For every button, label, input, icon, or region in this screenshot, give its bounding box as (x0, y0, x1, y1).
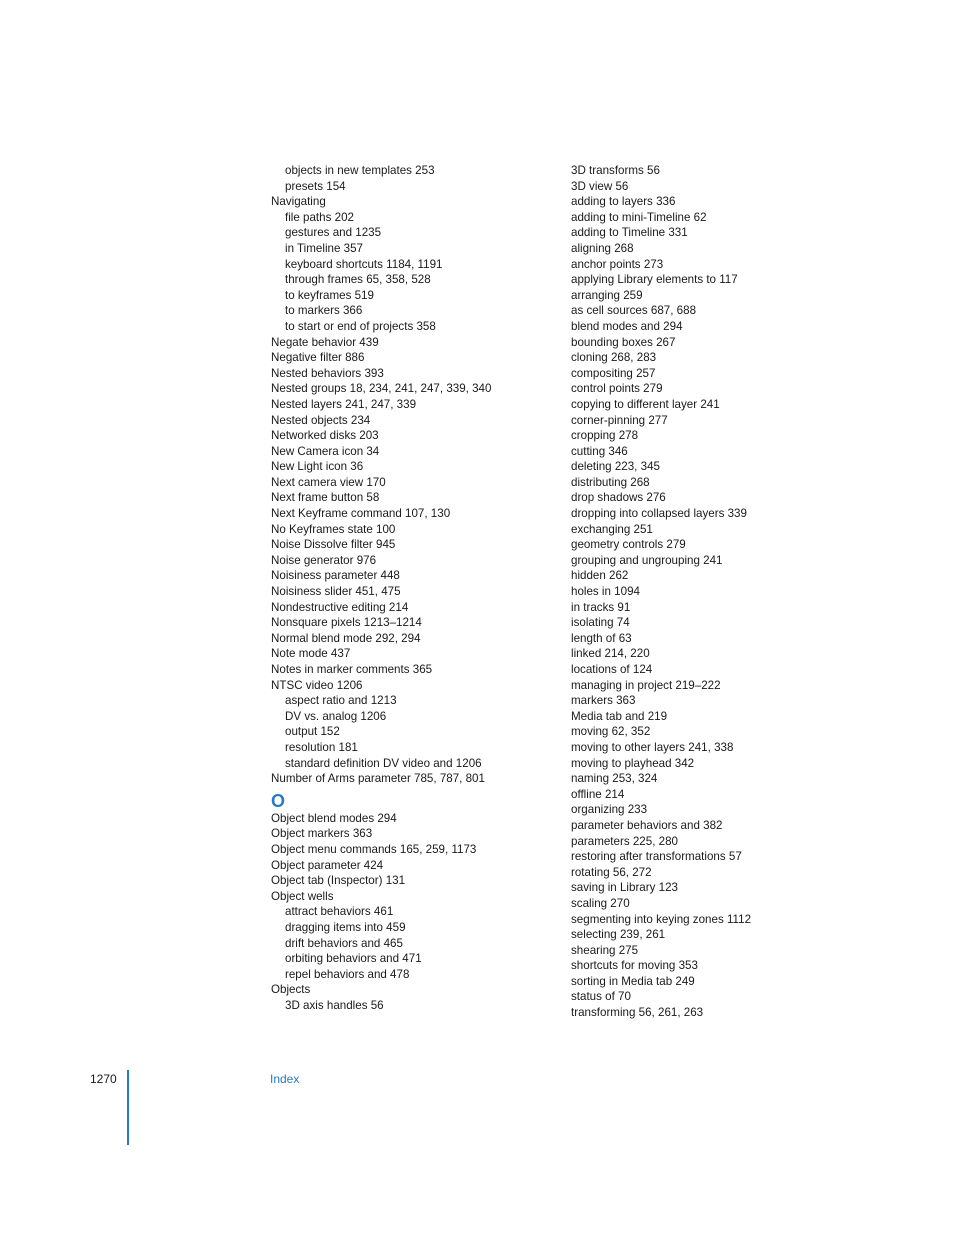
index-entry: isolating 74 (571, 616, 630, 630)
index-subentry: dragging items into 459 (285, 920, 406, 934)
index-entry: exchanging 251 (571, 522, 653, 536)
index-entry: aligning 268 (571, 241, 634, 255)
index-entry: bounding boxes 267 (571, 335, 676, 349)
index-entry: transforming 56, 261, 263 (571, 1006, 704, 1020)
index-entry: Note mode 437 (271, 647, 351, 661)
index-entry: Objects (271, 983, 311, 997)
index-entry: Nondestructive editing 214 (271, 600, 409, 614)
index-entry: locations of 124 (571, 663, 653, 676)
index-subentry: keyboard shortcuts 1184, 1191 (285, 257, 443, 271)
index-subentry: in Timeline 357 (285, 241, 363, 255)
page-number: 1270 (90, 1072, 117, 1086)
index-entry: dropping into collapsed layers 339 (571, 507, 747, 521)
index-entry: status of 70 (571, 990, 631, 1004)
index-entry: linked 214, 220 (571, 647, 650, 661)
index-entry: managing in project 219–222 (571, 678, 721, 692)
index-entry: parameters 225, 280 (571, 834, 678, 848)
index-entry: Navigating (271, 195, 326, 209)
index-subentry: attract behaviors 461 (285, 905, 394, 919)
index-column-right (571, 163, 851, 1021)
index-entry: cutting 346 (571, 444, 628, 458)
footer-divider (127, 1070, 129, 1145)
index-entry: holes in 1094 (571, 585, 640, 599)
index-entry: saving in Library 123 (571, 881, 678, 895)
index-subentry: aspect ratio and 1213 (285, 694, 397, 708)
index-entry: Noise Dissolve filter 945 (271, 538, 396, 552)
index-entry: scaling 270 (571, 896, 630, 910)
index-entry: New Camera icon 34 (271, 444, 380, 458)
index-entry: NTSC video 1206 (271, 678, 363, 692)
index-entry: applying Library elements to 117 (571, 273, 738, 287)
index-entry: Negative filter 886 (271, 351, 365, 365)
index-entry: Next frame button 58 (271, 491, 380, 505)
index-entry: sorting in Media tab 249 (571, 974, 695, 988)
index-entry: grouping and ungrouping 241 (571, 553, 723, 567)
index-entry: in tracks 91 (571, 600, 631, 614)
index-entry: length of 63 (571, 631, 632, 645)
index-entry: Object tab (Inspector) 131 (271, 874, 406, 888)
index-subentry: repel behaviors and 478 (285, 967, 410, 981)
index-subentry: gestures and 1235 (285, 226, 382, 240)
index-entry: Normal blend mode 292, 294 (271, 631, 421, 645)
index-entry: Nested groups 18, 234, 241, 247, 339, 340 (271, 382, 492, 396)
index-letter-heading: O (271, 790, 286, 811)
index-entry: Nonsquare pixels 1213–1214 (271, 616, 422, 630)
index-entry: as cell sources 687, 688 (571, 304, 697, 318)
index-entry: moving to other layers 241, 338 (571, 740, 734, 754)
index-subentry: objects in new templates 253 (285, 164, 435, 177)
index-entry: moving 62, 352 (571, 725, 651, 739)
index-subentry: file paths 202 (285, 210, 354, 224)
index-entry: Next camera view 170 (271, 475, 386, 489)
index-entry: 3D transforms 56 (571, 164, 660, 177)
index-entry: geometry controls 279 (571, 538, 686, 552)
index-entry: Nested behaviors 393 (271, 366, 384, 380)
index-subentry: orbiting behaviors and 471 (285, 952, 422, 966)
index-entry: Nested layers 241, 247, 339 (271, 397, 417, 411)
index-subentry: output 152 (285, 725, 340, 739)
index-entry: arranging 259 (571, 288, 643, 302)
index-entry: control points 279 (571, 382, 663, 396)
index-subentry: to start or end of projects 358 (285, 319, 436, 333)
index-subentry: 3D axis handles 56 (285, 998, 384, 1012)
index-entry: Media tab and 219 (571, 709, 668, 723)
index-entry: Object markers 363 (271, 827, 373, 841)
index-subentry: to keyframes 519 (285, 288, 374, 302)
index-entry: Object blend modes 294 (271, 811, 397, 825)
index-entry: Negate behavior 439 (271, 335, 379, 349)
index-subentry: presets 154 (285, 179, 346, 193)
index-entry: offline 214 (571, 787, 625, 801)
index-entry: Nested objects 234 (271, 413, 371, 427)
index-entry: Number of Arms parameter 785, 787, 801 (271, 772, 485, 786)
index-subentry: resolution 181 (285, 740, 358, 754)
index-entry: Object wells (271, 889, 334, 903)
index-entry: organizing 233 (571, 803, 648, 817)
index-entry: parameter behaviors and 382 (571, 818, 723, 832)
index-entry: Object menu commands 165, 259, 1173 (271, 842, 477, 856)
index-entry: cloning 268, 283 (571, 351, 657, 365)
index-subentry: through frames 65, 358, 528 (285, 273, 431, 287)
index-entry: adding to Timeline 331 (571, 226, 688, 240)
index-subentry: standard definition DV video and 1206 (285, 756, 482, 770)
index-subentry: drift behaviors and 465 (285, 936, 403, 950)
index-entry: deleting 223, 345 (571, 460, 660, 474)
index-entry: moving to playhead 342 (571, 756, 695, 770)
index-entry: Notes in marker comments 365 (271, 663, 433, 676)
index-entry: Object parameter 424 (271, 858, 384, 872)
index-subentry: to markers 366 (285, 304, 363, 318)
index-entry: copying to different layer 241 (571, 397, 720, 411)
index-entry: New Light icon 36 (271, 460, 364, 474)
index-column-left (271, 163, 541, 1013)
index-entry: rotating 56, 272 (571, 865, 652, 879)
index-entry: segmenting into keying zones 1112 (571, 912, 752, 926)
index-entry: selecting 239, 261 (571, 928, 666, 942)
index-entry: markers 363 (571, 694, 636, 708)
index-entry: 3D view 56 (571, 179, 629, 193)
index-entry: shortcuts for moving 353 (571, 959, 698, 973)
index-entry: Noise generator 976 (271, 553, 377, 567)
section-label: Index (270, 1072, 300, 1086)
index-entry: compositing 257 (571, 366, 656, 380)
index-entry: cropping 278 (571, 429, 639, 443)
index-entry: distributing 268 (571, 475, 650, 489)
index-entry: Networked disks 203 (271, 429, 379, 443)
index-entry: naming 253, 324 (571, 772, 658, 786)
index-entry: No Keyframes state 100 (271, 522, 396, 536)
index-entry: adding to layers 336 (571, 195, 676, 209)
index-entry: hidden 262 (571, 569, 629, 583)
index-entry: drop shadows 276 (571, 491, 666, 505)
index-entry: Next Keyframe command 107, 130 (271, 507, 451, 521)
index-entry: blend modes and 294 (571, 319, 683, 333)
index-entry: adding to mini-Timeline 62 (571, 210, 707, 224)
index-subentry: DV vs. analog 1206 (285, 709, 387, 723)
index-entry: corner-pinning 277 (571, 413, 668, 427)
index-entry: Noisiness parameter 448 (271, 569, 400, 583)
index-entry: restoring after transformations 57 (571, 850, 742, 864)
index-entry: shearing 275 (571, 943, 639, 957)
index-entry: anchor points 273 (571, 257, 664, 271)
index-entry: Noisiness slider 451, 475 (271, 585, 401, 599)
